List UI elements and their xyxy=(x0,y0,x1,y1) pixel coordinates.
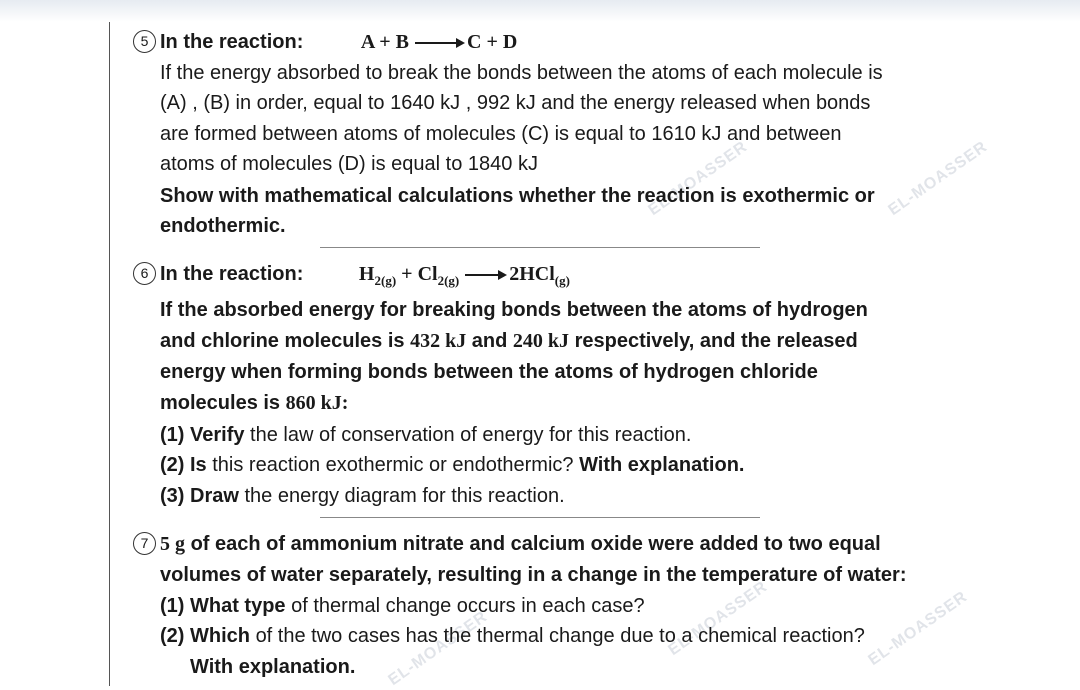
q7-subquestion-1 xyxy=(160,594,645,618)
q5-heading xyxy=(160,30,517,54)
q6-equation xyxy=(358,263,570,288)
q6-intro: In the reaction: xyxy=(160,263,304,285)
q6-sub3-label: (3) Draw xyxy=(160,485,239,507)
q5-task-line-2: endothermic. xyxy=(160,215,286,237)
watermark: EL-MOASSER xyxy=(865,588,971,670)
section-divider xyxy=(320,517,760,518)
reaction-arrow-icon xyxy=(415,42,463,44)
watermark: EL-MOASSER xyxy=(645,138,751,220)
q6-line-3: energy when forming bonds between the atoms of hydrogen chloride xyxy=(160,361,818,383)
q5-intro: In the reaction: xyxy=(160,31,304,53)
q6-energy-h2: 432 kJ xyxy=(410,330,467,352)
q5-reactants: A + B xyxy=(360,31,409,53)
q6-sub1-text: the law of conservation of energy for this reaction. xyxy=(250,424,692,446)
reaction-arrow-icon xyxy=(465,274,505,276)
left-margin-rule xyxy=(109,22,110,686)
q6-line-4-text: molecules is xyxy=(160,392,281,414)
q6-subquestion-2 xyxy=(160,453,744,477)
q7-line-1-text: of each of ammonium nitrate and calcium oxide were added to two equal xyxy=(190,533,881,555)
q6-sub1-label: (1) Verify xyxy=(160,424,245,446)
q6-sub3-text: the energy diagram for this reaction. xyxy=(244,485,565,507)
q5-products: C + D xyxy=(467,31,518,53)
q7-sub1-label: (1) What type xyxy=(160,595,286,617)
q6-energy-cl2: 240 kJ xyxy=(512,330,570,352)
q5-equation xyxy=(361,31,517,53)
watermark: EL-MOASSER xyxy=(385,608,491,690)
q5-task-line-1: Show with mathematical calculations whether the reaction is exothermic or xyxy=(160,185,875,207)
question-number-5: 5 xyxy=(133,30,156,53)
q6-eq-product: 2HCl xyxy=(509,263,555,285)
q6-eq-product-sub: (g) xyxy=(554,273,570,288)
watermark: EL-MOASSER xyxy=(885,138,991,220)
q6-line-2 xyxy=(160,329,858,353)
q7-line-2: volumes of water separately, resulting in a change in the temperature of water: xyxy=(160,564,907,586)
q6-eq-cl-sub: 2(g) xyxy=(437,273,460,288)
q7-line-1 xyxy=(160,532,881,556)
section-divider xyxy=(320,247,760,248)
question-number-6: 6 xyxy=(133,262,156,285)
q6-line-2-text-b: and xyxy=(471,330,508,352)
q6-subquestion-1 xyxy=(160,423,691,447)
q7-sub2-text: of the two cases has the thermal change due to a chemical reaction? xyxy=(255,625,865,647)
q5-line-1: If the energy absorbed to break the bonds between the atoms of each molecule is xyxy=(160,62,883,84)
q6-eq-plus: + xyxy=(401,263,413,285)
q6-line-1: If the absorbed energy for breaking bonds between the atoms of hydrogen xyxy=(160,299,868,321)
q6-sub2-emphasis: With explanation. xyxy=(579,454,745,476)
q7-sub2-label: (2) Which xyxy=(160,625,250,647)
q6-heading xyxy=(160,262,570,293)
q6-eq-cl: Cl xyxy=(417,263,438,285)
q5-line-4: atoms of molecules (D) is equal to 1840 kJ xyxy=(160,153,538,175)
q6-eq-h: H xyxy=(358,263,375,285)
q7-subquestion-2 xyxy=(160,624,865,648)
q6-line-2-text-c: respectively, and the released xyxy=(574,330,858,352)
page-top-bar xyxy=(0,0,1080,22)
q6-subquestion-3 xyxy=(160,484,565,508)
q5-line-3: are formed between atoms of molecules (C) is equal to 1610 kJ and between xyxy=(160,123,842,145)
q6-line-4 xyxy=(160,391,348,415)
question-number-7: 7 xyxy=(133,532,156,555)
q7-mass: 5 g xyxy=(160,533,185,555)
q7-sub2-emphasis: With explanation. xyxy=(190,656,356,678)
q6-sub2-text: this reaction exothermic or endothermic? xyxy=(212,454,574,476)
watermark: EL-MOASSER xyxy=(665,578,771,660)
q6-eq-h-sub: 2(g) xyxy=(374,273,397,288)
q5-line-2: (A) , (B) in order, equal to 1640 kJ , 992 kJ and the energy released when bonds xyxy=(160,92,871,114)
q6-energy-hcl: 860 kJ: xyxy=(285,392,349,414)
q6-sub2-label: (2) Is xyxy=(160,454,207,476)
q6-line-2-text-a: and chlorine molecules is xyxy=(160,330,405,352)
q7-sub1-text: of thermal change occurs in each case? xyxy=(291,595,645,617)
